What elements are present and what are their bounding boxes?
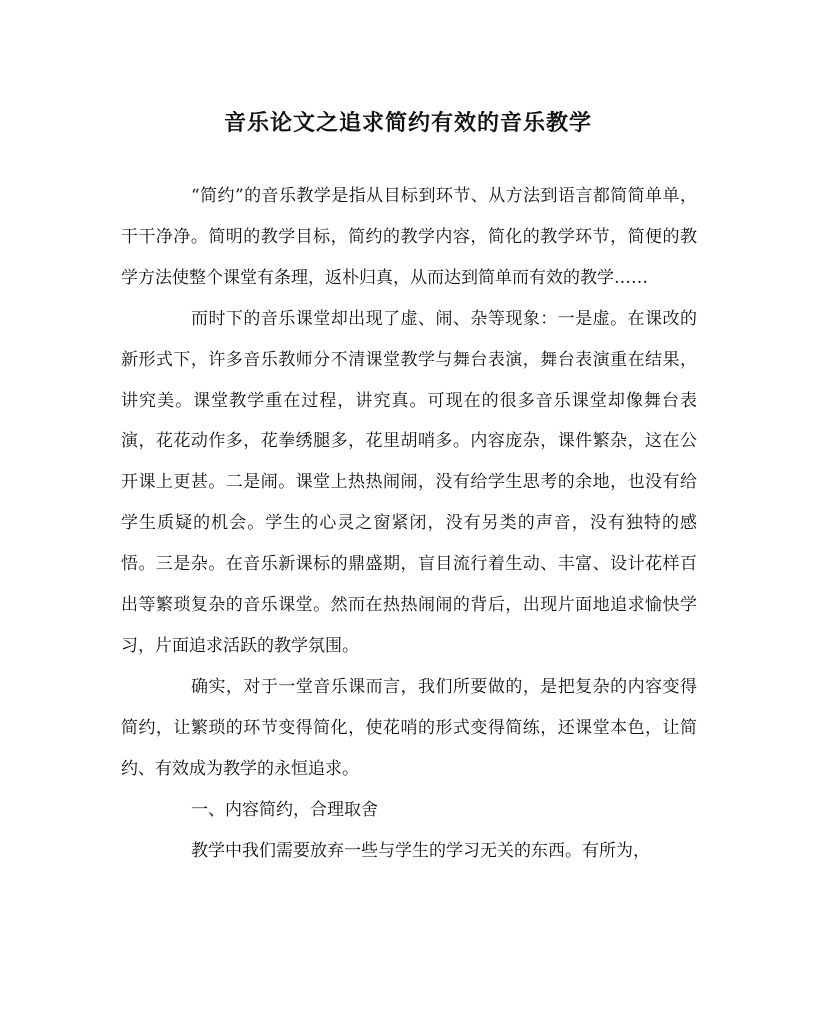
paragraph-section-start: 教学中我们需要放弃一些与学生的学习无关的东西。有所为， [191, 840, 650, 861]
paragraph-intro: “简约”的音乐教学是指从目标到环节、从方法到语言都简简单单，干干净净。简明的教学目标，简约的教学内容，简化的教学环节，简便的教学方法使整个课堂有条理，返朴归真，从而达到简单而有效的教学…… [121, 186, 697, 288]
section-heading: 一、内容简约，合理取舍 [191, 799, 378, 820]
document-title: 音乐论文之追求简约有效的音乐教学 [223, 110, 592, 136]
paragraph-conclusion: 确实，对于一堂音乐课而言，我们所要做的，是把复杂的内容变得简约，让繁琐的环节变得简化，使花哨的形式变得简练，还课堂本色，让简约、有效成为教学的永恒追求。 [121, 676, 697, 779]
document-body [121, 176, 697, 871]
paragraph-problems: 而时下的音乐课堂却出现了虚、闹、杂等现象：一是虚。在课改的新形式下，许多音乐教师分不清课堂教学与舞台表演，舞台表演重在结果，讲究美。课堂教学重在过程，讲究真。可现在的很多音乐课堂却像舞台表演，花花动作多，花拳绣腿多，花里胡哨多。内容庞杂，课件繁杂，这在公开课上更甚。二是闹。课堂上热热闹闹，没有给学生思考的余地，也没有给学生质疑的机会。学生的心灵之窗紧闭，没有另类的声音，没有独特的感悟。三是杂。在音乐新课标的鼎盛期，盲目流行着生动、丰富、设计花样百出等繁琐复杂的音乐课堂。然而在热热闹闹的背后，出现片面地追求愉快学习，片面追求活跃的教学氛围。 [121, 308, 697, 656]
